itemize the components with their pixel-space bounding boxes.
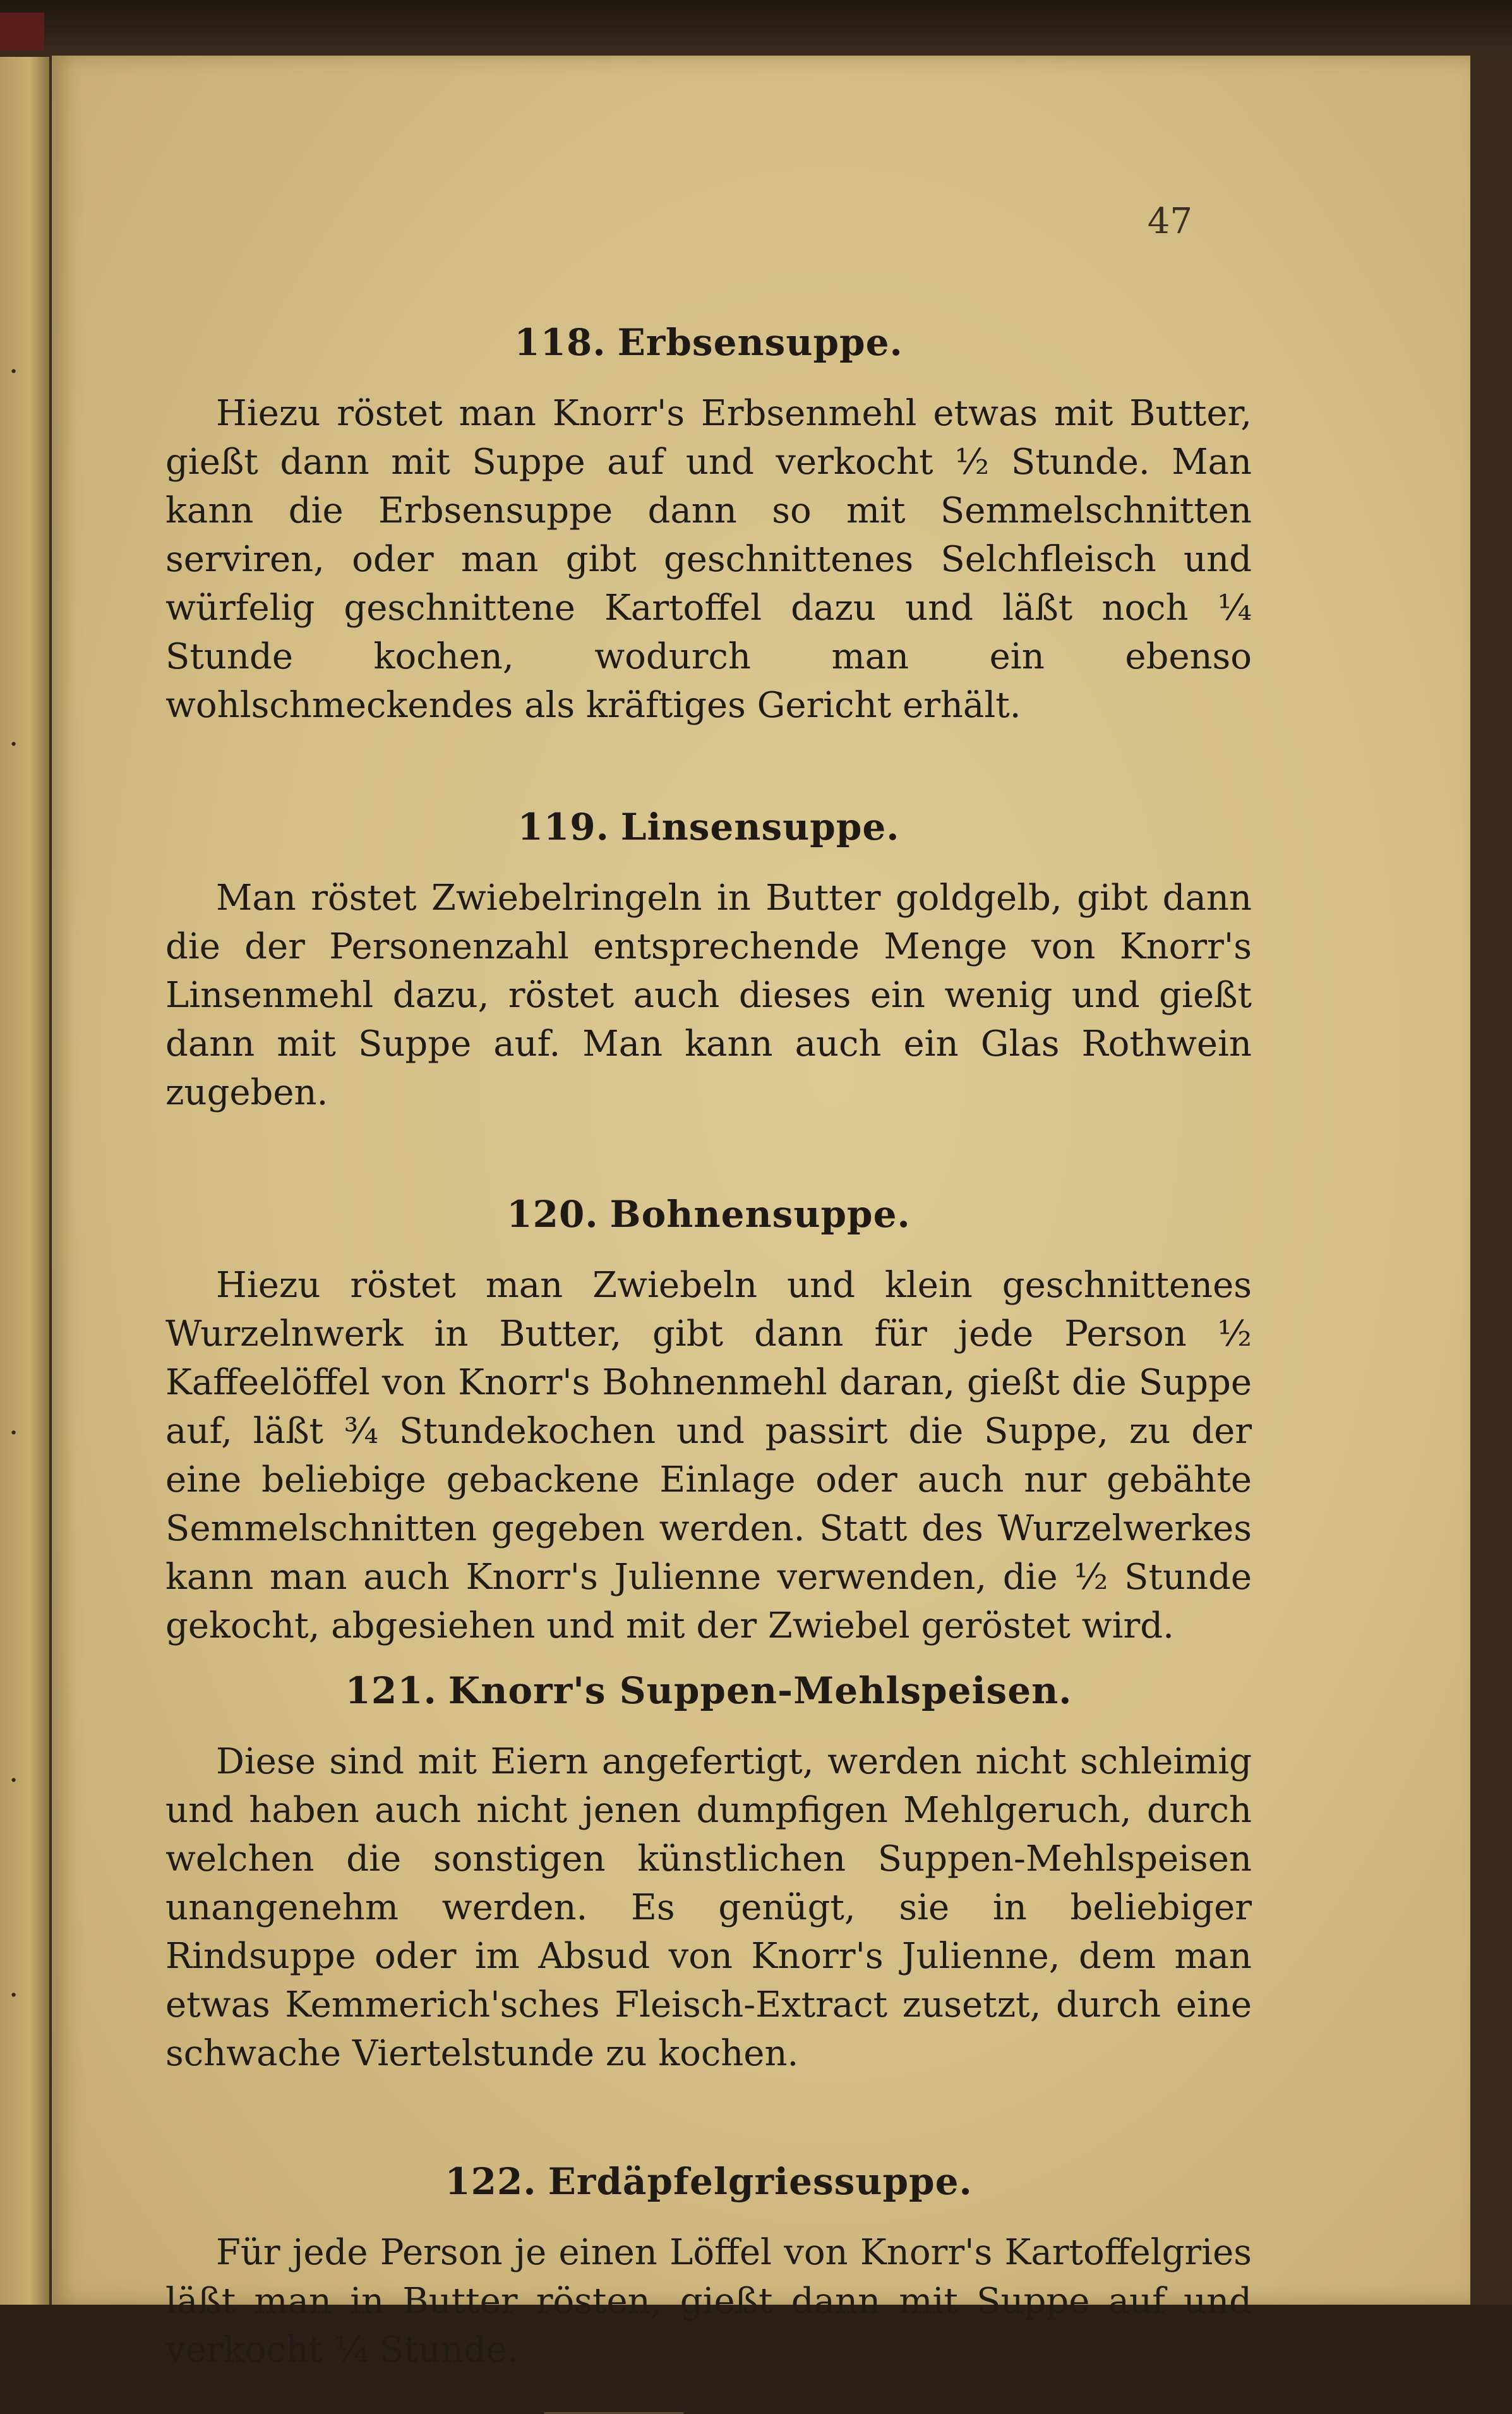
recipe-title <box>165 2160 1252 2203</box>
section-spacer <box>165 1117 1252 1193</box>
book-page <box>52 56 1470 2370</box>
recipe-name: Bohnensuppe. <box>609 1193 911 1236</box>
section-spacer <box>165 2078 1252 2160</box>
recipe-text: Hiezu röstet man Knorr's Erbsenmehl etwas mit Butter, gießt dann mit Suppe auf und verkocht ½ Stunde. Man kann die Erbsensuppe dann so mit Semmelschnitten serviren, oder man gibt geschnittenes Selchfleisch und würfelig geschnittene Kartoffel dazu und läßt noch ¼ Stunde kochen, wodurch man ein ebenso wohlschmeckendes als kräftiges Gericht erhält. <box>165 393 1252 726</box>
recipe-number: 122. <box>445 2160 537 2203</box>
section-spacer <box>165 730 1252 806</box>
edge-mark: · <box>9 1415 19 1451</box>
edge-mark: · <box>9 1763 19 1798</box>
recipe-title <box>165 806 1252 848</box>
page-number: 47 <box>1147 201 1192 242</box>
recipe-119 <box>165 806 1252 1117</box>
recipe-118 <box>165 321 1252 730</box>
recipe-number: 121. <box>345 1669 437 1712</box>
scan-background <box>0 0 1512 58</box>
recipe-name: Erdäpfelgriessuppe. <box>548 2160 973 2203</box>
page-content <box>165 321 1252 2414</box>
recipe-title <box>165 1193 1252 1236</box>
section-spacer <box>165 1650 1252 1669</box>
recipe-title <box>165 321 1252 364</box>
book-binding <box>0 13 44 51</box>
recipe-number: 119. <box>517 806 609 848</box>
recipe-122 <box>165 2160 1252 2374</box>
recipe-title <box>165 1669 1252 1712</box>
recipe-name: Linsensuppe. <box>620 806 900 848</box>
recipe-name: Knorr's Suppen-Mehlspeisen. <box>448 1669 1072 1712</box>
recipe-text: Hiezu röstet man Zwiebeln und klein geschnittenes Wurzelnwerk in Butter, gibt dann für jede Person ½ Kaffeelöffel von Knorr's Bohnenmehl daran, gießt die Suppe auf, läßt ¾ Stundekochen und passirt die Suppe, zu der eine beliebige gebackene Einlage oder auch nur gebähte Semmelschnitten gegeben werden. Statt des Wurzelwerkes kann man auch Knorr's Julienne verwenden, die ½ Stunde gekocht, abgesiehen und mit der Zwiebel geröstet wird. <box>165 1265 1252 1646</box>
recipe-120 <box>165 1193 1252 1650</box>
previous-page-edge <box>0 57 49 2305</box>
recipe-name: Erbsensuppe. <box>617 321 903 364</box>
recipe-number: 118. <box>514 321 606 364</box>
edge-mark: · <box>9 354 19 389</box>
recipe-text: Diese sind mit Eiern angefertigt, werden nicht schleimig und haben auch nicht jenen dumpfigen Mehlgeruch, durch welchen die sonstigen künstlichen Suppen-Mehlspeisen unangenehm werden. Es genügt, sie in beliebiger Rindsuppe oder im Absud von Knorr's Julienne, dem man etwas Kemmerich'sches Fleisch-Extract zusetzt, durch eine schwache Viertelstunde zu kochen. <box>165 1741 1252 2074</box>
recipe-text: Man röstet Zwiebelringeln in Butter goldgelb, gibt dann die der Personenzahl entsprechende Menge von Knorr's Linsenmehl dazu, röstet auch dieses ein wenig und gießt dann mit Suppe auf. Man kann auch ein Glas Rothwein zugeben. <box>165 878 1252 1113</box>
recipe-number: 120. <box>507 1193 599 1236</box>
recipe-121 <box>165 1669 1252 2078</box>
edge-mark: · <box>9 727 19 762</box>
edge-mark: · <box>9 1977 19 2013</box>
recipe-text: Für jede Person je einen Löffel von Knorr's Kartoffelgries läßt man in Butter rösten, gießt dann mit Suppe auf und verkocht ¼ Stunde. <box>165 2232 1252 2370</box>
